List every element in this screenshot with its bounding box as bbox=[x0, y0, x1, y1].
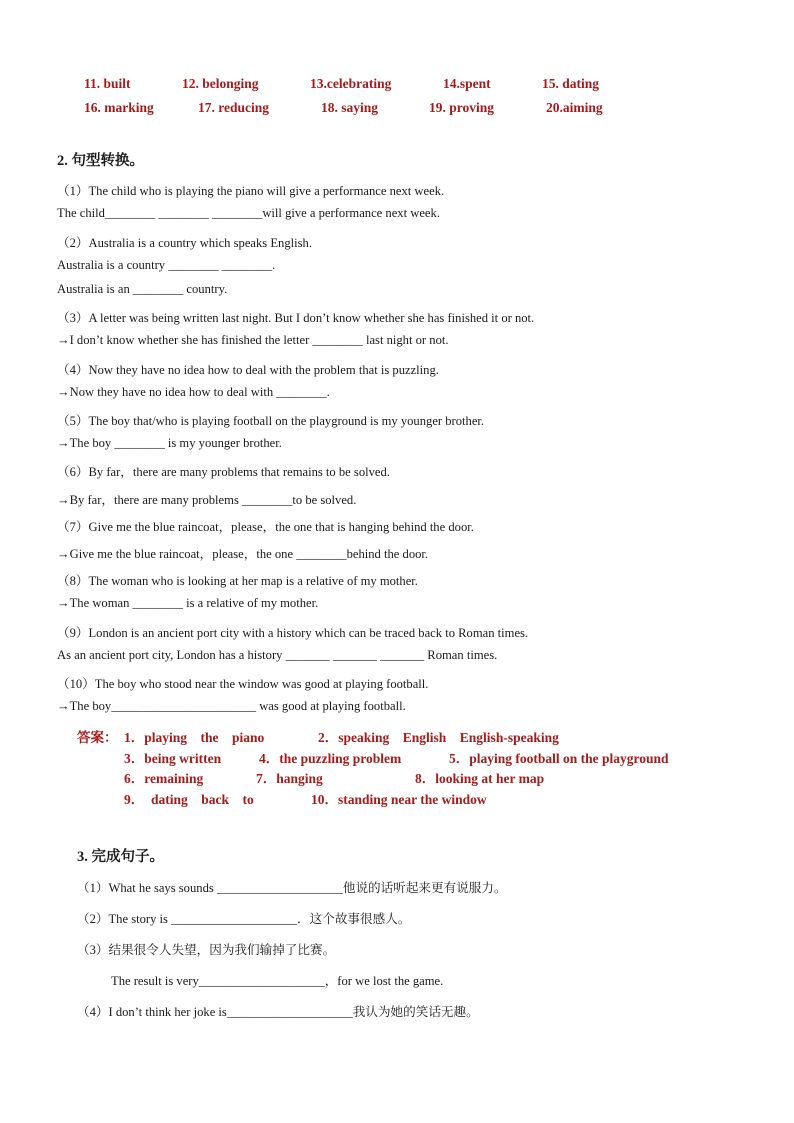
exercise-line: （4）Now they have no idea how to deal with the problem that is puzzling. bbox=[57, 363, 439, 377]
exercise-line: （7）Give me the blue raincoat，please，the one that is hanging behind the door. bbox=[57, 520, 474, 534]
answer-item: 4．the puzzling problem bbox=[259, 751, 402, 766]
answer-17: 17. reducing bbox=[198, 100, 270, 115]
exercise-line: →The boy_______________________ was good at playing football. bbox=[57, 699, 406, 713]
exercise-line: （2）Australia is a country which speaks English. bbox=[57, 236, 312, 250]
exercise-line: （5）The boy that/who is playing football on the playground is my younger brother. bbox=[57, 414, 485, 428]
answer-14: 14.spent bbox=[443, 76, 491, 91]
exercise-line: （6）By far，there are many problems that remains to be solved. bbox=[57, 465, 390, 479]
exercise-line: （10）The boy who stood near the window was good at playing football. bbox=[57, 677, 429, 691]
exercise-line: Australia is a country ________ ________. bbox=[57, 258, 276, 272]
answer-20: 20.aiming bbox=[546, 100, 603, 115]
exercise-line: （1）What he says sounds ____________________他说的话听起来更有说服力。 bbox=[77, 881, 507, 895]
answer-item: 10．standing near the window bbox=[311, 792, 487, 807]
answer-15: 15. dating bbox=[542, 76, 600, 91]
answer-item: 3．being written bbox=[124, 751, 222, 766]
answer-item: 7．hanging bbox=[256, 771, 323, 786]
exercise-line: （3）结果很令人失望，因为我们输掉了比赛。 bbox=[77, 943, 336, 957]
exercise-line: →The woman ________ is a relative of my mother. bbox=[57, 596, 319, 610]
exercise-line: （4）I don’t think her joke is____________________我认为她的笑话无趣。 bbox=[77, 1005, 479, 1019]
exercise-line: →I don’t know whether she has finished the letter ________ last night or not. bbox=[57, 333, 449, 347]
answer-label: 答案： bbox=[77, 730, 118, 745]
answer-item: 2．speaking English English-speaking bbox=[318, 730, 559, 745]
exercise-line: →Now they have no idea how to deal with ________. bbox=[57, 385, 330, 399]
exercise-line: The child________ ________ ________will give a performance next week. bbox=[57, 206, 440, 220]
section3-heading: 3. 完成句子。 bbox=[77, 849, 164, 865]
answer-12: 12. belonging bbox=[182, 76, 259, 91]
answer-18: 18. saying bbox=[321, 100, 379, 115]
exercise-line: Australia is an ________ country. bbox=[57, 282, 228, 296]
answer-item: 5．playing football on the playground bbox=[449, 751, 669, 766]
answer-13: 13.celebrating bbox=[310, 76, 392, 91]
exercise-line: →The boy ________ is my younger brother. bbox=[57, 436, 282, 450]
answer-16: 16. marking bbox=[84, 100, 154, 115]
section2-heading: 2. 句型转换。 bbox=[57, 153, 144, 169]
exercise-line: As an ancient port city, London has a history _______ _______ _______ Roman times. bbox=[57, 648, 498, 662]
answer-item: 8．looking at her map bbox=[415, 771, 545, 786]
answer-item: 6．remaining bbox=[124, 771, 204, 786]
exercise-line: The result is very____________________，for we lost the game. bbox=[111, 974, 444, 988]
exercise-line: （3）A letter was being written last night. But I don’t know whether she has finished it or not. bbox=[57, 311, 535, 325]
answer-item: 9． dating back to bbox=[124, 792, 254, 807]
exercise-line: （2）The story is ____________________．这个故事很感人。 bbox=[77, 912, 411, 926]
answer-19: 19. proving bbox=[429, 100, 495, 115]
exercise-line: （9）London is an ancient port city with a history which can be traced back to Roman times. bbox=[57, 626, 529, 640]
exercise-line: →By far，there are many problems ________to be solved. bbox=[57, 493, 357, 507]
exercise-line: （1）The child who is playing the piano will give a performance next week. bbox=[57, 184, 445, 198]
exercise-line: （8）The woman who is looking at her map is a relative of my mother. bbox=[57, 574, 418, 588]
exercise-line: →Give me the blue raincoat，please，the one ________behind the door. bbox=[57, 547, 429, 561]
answer-item: 1．playing the piano bbox=[124, 730, 265, 745]
answer-11: 11. built bbox=[84, 76, 131, 91]
